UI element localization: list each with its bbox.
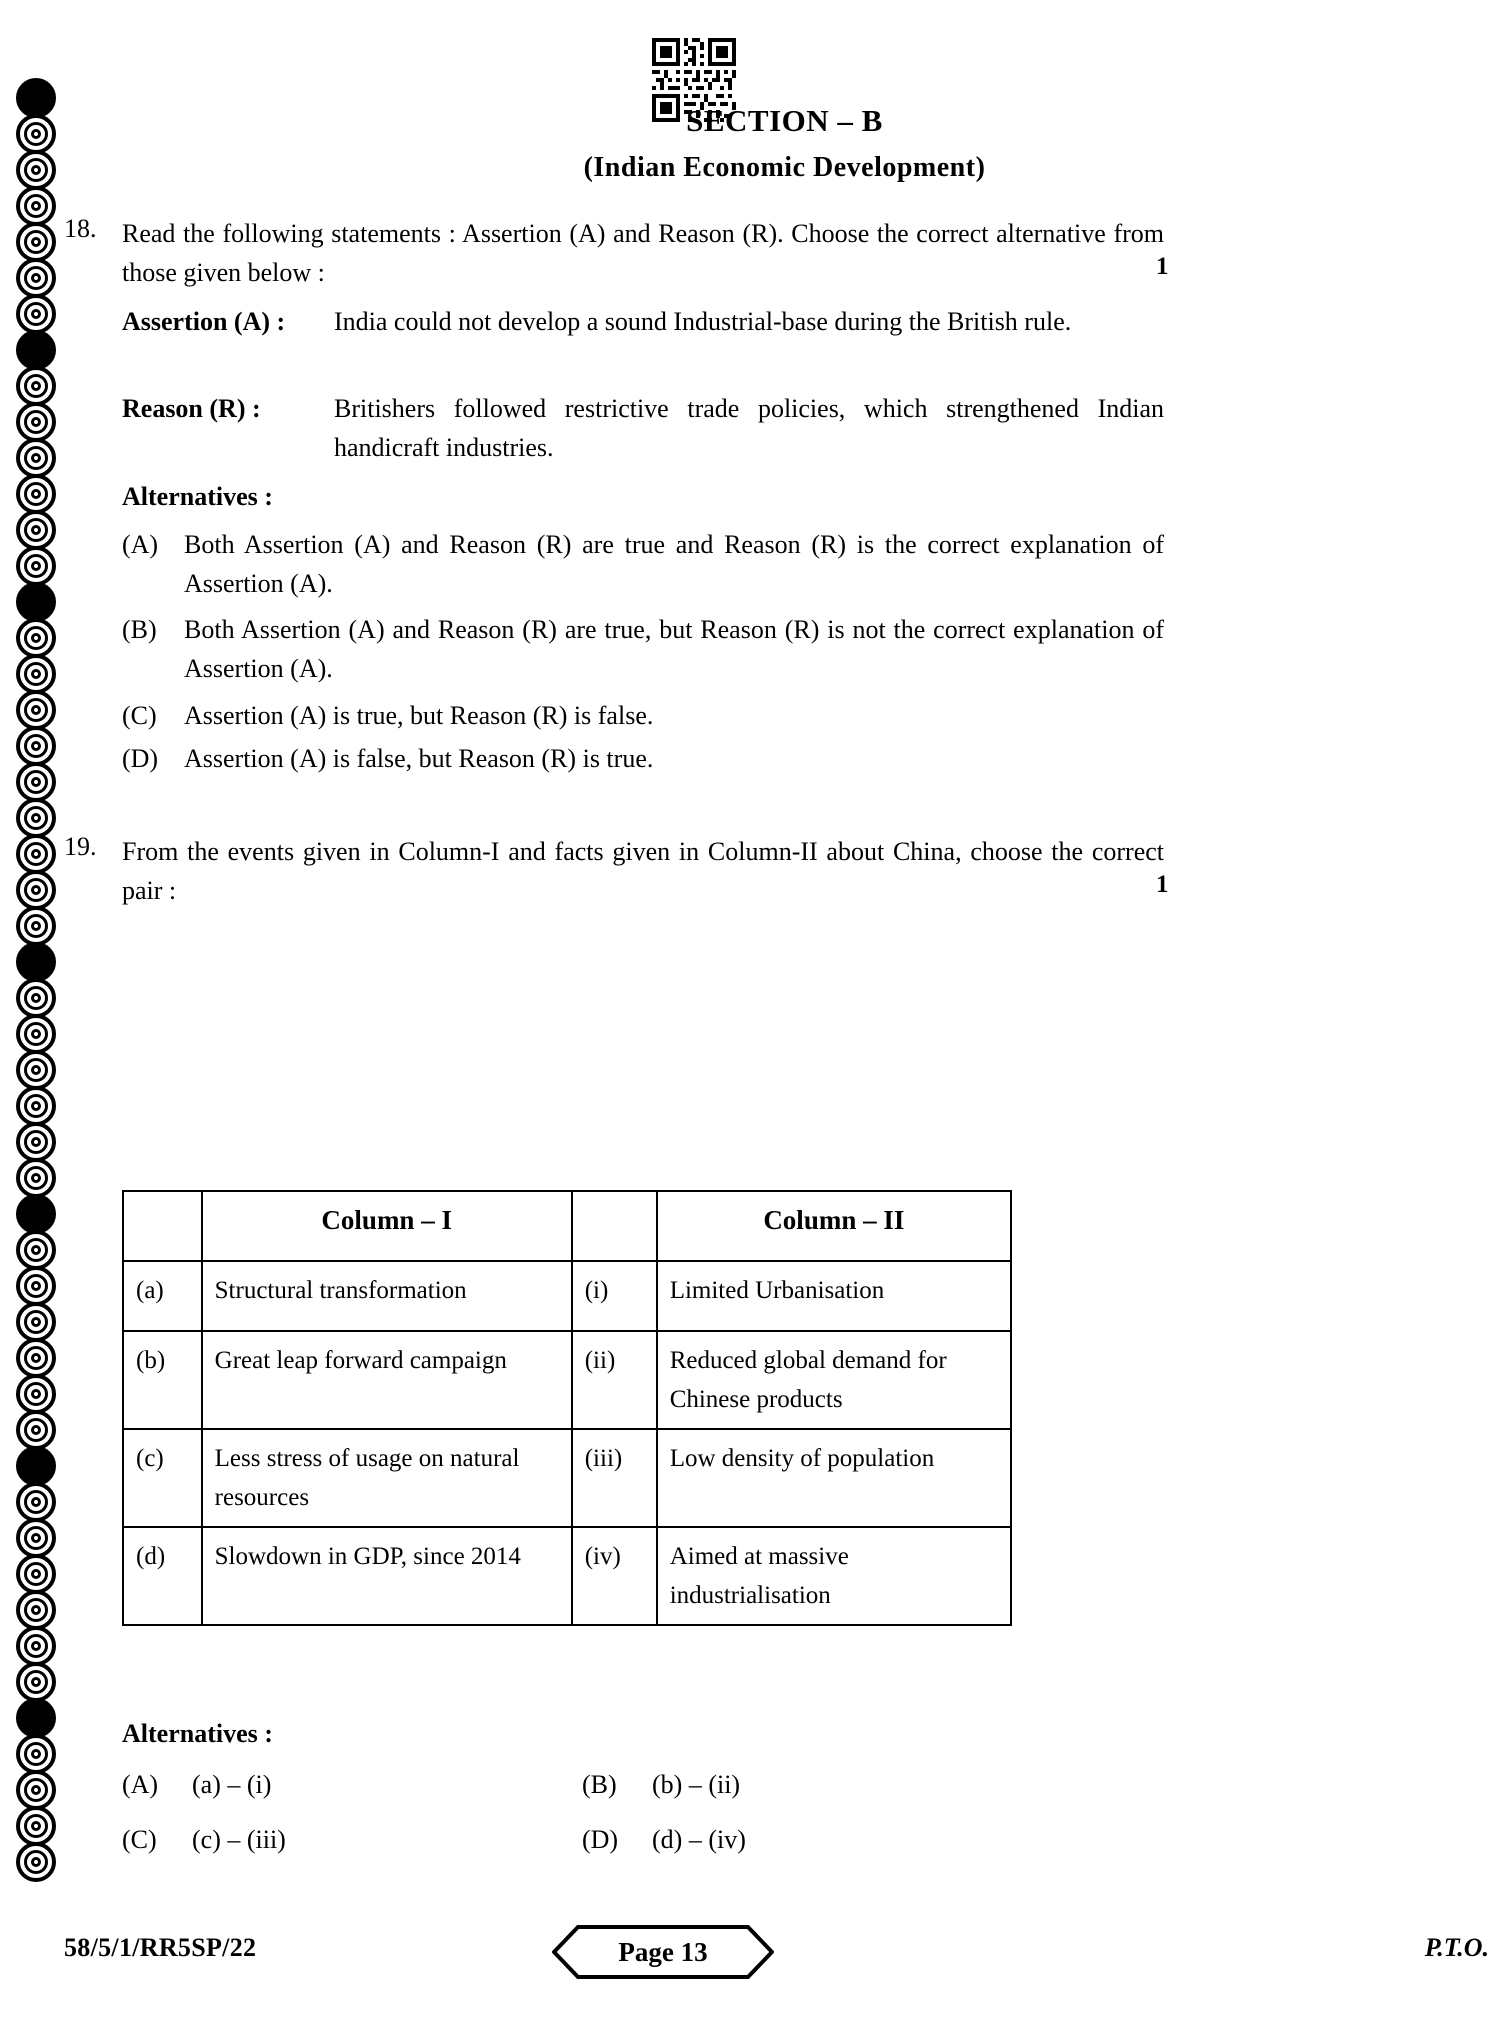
binding-ring	[16, 294, 56, 334]
question-18-stem: Read the following statements : Assertion (A) and Reason (R). Choose the correct alternative from those given below :	[122, 219, 1164, 287]
binding-ring	[16, 1518, 56, 1558]
question-18-alternatives-heading-wrap	[64, 477, 1164, 516]
binding-ring	[16, 1374, 56, 1414]
binding-ring	[16, 870, 56, 910]
binding-ring	[16, 618, 56, 658]
binding-ring	[16, 402, 56, 442]
paper-code: 58/5/1/RR5SP/22	[64, 1933, 257, 1962]
binding-ring	[16, 1806, 56, 1846]
row-a-key1: (a)	[123, 1261, 202, 1331]
binding-ring	[16, 1410, 56, 1450]
binding-ring	[16, 78, 56, 118]
table-header-column-2: Column – II	[657, 1191, 1011, 1261]
binding-ring	[16, 1086, 56, 1126]
binding-ring	[16, 1266, 56, 1306]
option-c-key: (C)	[122, 701, 157, 730]
binding-ring	[16, 186, 56, 226]
row-c-col2: Low density of population	[657, 1429, 1011, 1527]
row-a-col2: Limited Urbanisation	[657, 1261, 1011, 1331]
assertion-label: Assertion (A) :	[122, 307, 286, 336]
row-c-col1: Less stress of usage on natural resources	[202, 1429, 572, 1527]
q19-option-c-text: (c) – (iii)	[192, 1825, 286, 1854]
row-d-col1: Slowdown in GDP, since 2014	[202, 1527, 572, 1625]
q19-option-b-text: (b) – (ii)	[652, 1770, 741, 1799]
question-18-option-b[interactable]	[64, 610, 1164, 688]
binding-ring	[16, 654, 56, 694]
binding-ring	[16, 690, 56, 730]
binding-ring	[16, 438, 56, 478]
binding-ring	[16, 1626, 56, 1666]
binding-ring	[16, 978, 56, 1018]
option-a-text: Both Assertion (A) and Reason (R) are true and Reason (R) is the correct explanation of Assertion (A).	[184, 530, 1164, 598]
binding-ring	[16, 1014, 56, 1054]
option-d-key: (D)	[122, 744, 159, 773]
binding-ring	[16, 1446, 56, 1486]
binding-ring	[16, 762, 56, 802]
table-header-blank-1	[123, 1191, 202, 1261]
binding-ring	[16, 1662, 56, 1702]
table-header-column-1: Column – I	[202, 1191, 572, 1261]
binding-ring	[16, 834, 56, 874]
binding-ring	[16, 474, 56, 514]
binding-ring	[16, 1734, 56, 1774]
binding-ring	[16, 1590, 56, 1630]
binding-ring	[16, 1770, 56, 1810]
binding-ring	[16, 1122, 56, 1162]
table-header-row	[123, 1191, 1011, 1261]
binding-ring	[16, 150, 56, 190]
question-19-alternatives	[122, 1714, 1142, 1859]
page-number-label: Page 13	[618, 1936, 708, 1967]
question-18-assertion-row	[64, 302, 1164, 341]
table-row	[123, 1527, 1011, 1625]
page-footer	[64, 1925, 1505, 1985]
column-matching-table	[122, 1190, 1012, 1626]
question-18-option-a[interactable]	[64, 525, 1164, 603]
row-b-col2: Reduced global demand for Chinese products	[657, 1331, 1011, 1429]
binding-ring	[16, 1302, 56, 1342]
binding-ring	[16, 906, 56, 946]
question-19-marks: 1	[1156, 871, 1169, 898]
question-18-option-d[interactable]	[64, 739, 1164, 778]
question-18-number: 18.	[64, 214, 97, 243]
row-a-col1: Structural transformation	[202, 1261, 572, 1331]
q19-option-b-key: (B)	[582, 1770, 617, 1799]
binding-ring	[16, 546, 56, 586]
alternatives-heading: Alternatives :	[122, 482, 273, 511]
binding-ring	[16, 942, 56, 982]
binding-ring	[16, 798, 56, 838]
binding-ring	[16, 1842, 56, 1882]
page-number-badge	[552, 1925, 774, 1979]
binding-ring	[16, 330, 56, 370]
binding-ring	[16, 1050, 56, 1090]
q19-option-d-text: (d) – (iv)	[652, 1825, 746, 1854]
question-18-reason-row	[64, 389, 1164, 467]
option-c-text: Assertion (A) is true, but Reason (R) is false.	[184, 701, 654, 730]
q19-option-d-key: (D)	[582, 1825, 619, 1854]
q19-alternatives-heading: Alternatives :	[122, 1719, 273, 1748]
binding-ring	[16, 1230, 56, 1270]
row-c-key1: (c)	[123, 1429, 202, 1527]
option-b-text: Both Assertion (A) and Reason (R) are true, but Reason (R) is not the correct explanation of Assertion (A).	[184, 615, 1164, 683]
q19-option-a-text: (a) – (i)	[192, 1770, 272, 1799]
option-b-key: (B)	[122, 615, 157, 644]
binding-ring	[16, 1554, 56, 1594]
binding-ring	[16, 582, 56, 622]
binding-ring	[16, 1338, 56, 1378]
option-a-key: (A)	[122, 530, 159, 559]
binding-ring	[16, 366, 56, 406]
exam-page	[64, 0, 1505, 2034]
binding-ring	[16, 1194, 56, 1234]
row-d-col2: Aimed at massive industrialisation	[657, 1527, 1011, 1625]
binding-ring	[16, 222, 56, 262]
binding-ring	[16, 258, 56, 298]
row-d-key1: (d)	[123, 1527, 202, 1625]
question-19	[64, 832, 1164, 910]
question-18	[64, 214, 1164, 292]
question-18-marks: 1	[1156, 253, 1169, 280]
section-title: SECTION – B	[686, 103, 883, 138]
q19-option-d[interactable]	[582, 1820, 1042, 1859]
binding-ring	[16, 114, 56, 154]
table-row	[123, 1331, 1011, 1429]
question-19-number: 19.	[64, 832, 97, 861]
row-b-key1: (b)	[123, 1331, 202, 1429]
q19-option-b[interactable]	[582, 1765, 1042, 1804]
option-d-text: Assertion (A) is false, but Reason (R) is true.	[184, 744, 654, 773]
q19-option-c-key: (C)	[122, 1825, 157, 1854]
binding-ring	[16, 1482, 56, 1522]
reason-label: Reason (R) :	[122, 394, 261, 423]
q19-option-c[interactable]	[122, 1820, 582, 1859]
table-header-blank-2	[572, 1191, 657, 1261]
binding-ring	[16, 510, 56, 550]
row-b-col1: Great leap forward campaign	[202, 1331, 572, 1429]
question-18-option-c[interactable]	[64, 696, 1164, 735]
row-b-key2: (ii)	[572, 1331, 657, 1429]
assertion-text: India could not develop a sound Industrial-base during the British rule.	[334, 307, 1072, 336]
row-c-key2: (iii)	[572, 1429, 657, 1527]
row-a-key2: (i)	[572, 1261, 657, 1331]
binding-ring	[16, 726, 56, 766]
binding-decoration-strip	[8, 0, 64, 2034]
binding-ring	[16, 1698, 56, 1738]
q19-option-a-key: (A)	[122, 1770, 159, 1799]
q19-option-a[interactable]	[122, 1765, 582, 1804]
binding-ring	[16, 1158, 56, 1198]
row-d-key2: (iv)	[572, 1527, 657, 1625]
section-subtitle: (Indian Economic Development)	[583, 152, 986, 183]
table-row	[123, 1261, 1011, 1331]
question-19-stem: From the events given in Column-I and facts given in Column-II about China, choose the correct pair :	[122, 837, 1164, 905]
pto-label: P.T.O.	[1424, 1933, 1489, 1962]
reason-text: Britishers followed restrictive trade policies, which strengthened Indian handicraft industries.	[334, 394, 1164, 462]
table-row	[123, 1429, 1011, 1527]
